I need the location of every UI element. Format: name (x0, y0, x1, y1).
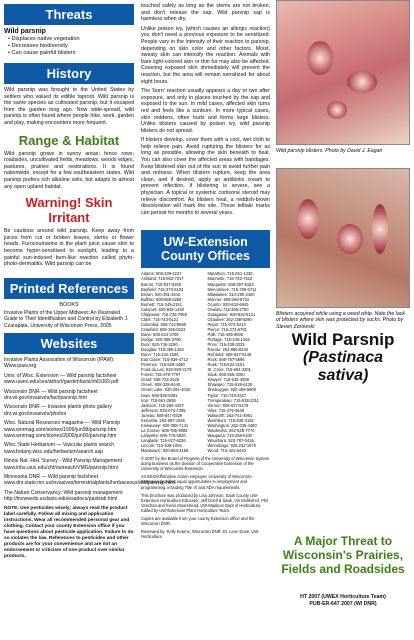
range-habitat-heading: Range & Habitat (18, 132, 120, 148)
body-paragraph: The 'burn' reaction usually appears a day or two after exposure, and only in places touched by the sap and exposed to the sun. In mild cases, affected skin turns red and feels like a sunburn. In more typical cases, skin reddens, often hurts and forms large blisters. Unlike blisters caused by poison ivy, wild parsnip blisters do not spread. (141, 88, 270, 134)
county-office: Sheboygan: 920-459-5900 (207, 387, 256, 393)
reviewed-text: Reviewed by: Kelly Kearns, Wisconsin DNR, Dr. Leon Dove, UW-Horticulture (141, 529, 260, 540)
county-office: Sauk: 608-355-3250 (207, 372, 245, 378)
web-reference[interactable]: Wisconsin DNR — Wild parsnip factsheet dnr.wi.gov/invasives/fact/parsnip.htm (4, 388, 98, 401)
county-office: Marinette: 715-732-7510 (207, 276, 253, 282)
county-office: Dane: 608-224-3700 (141, 331, 179, 337)
county-office: Shawano: 715-526-6136 (207, 382, 253, 388)
county-office: Burnett: 715-349-2151 (141, 301, 182, 307)
county-office: Lafayette: 608-776-4820 (141, 432, 186, 438)
body-paragraph: Unlike poison ivy, (which causes an allergic reaction) you don't need a previous exposure to be sensitized. People vary in the intensity of their reaction to parsnip, depending on skin color and other factors. Moist, sweaty skin can intensify the reaction. Animals with bare light-colored skin or thin fur may also be affected. Covering exposed skin immediately will prevent the reaction, but the area will remain sensitized for about eight hours. (141, 25, 270, 85)
county-office: Dodge: 920-386-3790 (141, 337, 181, 343)
county-office: Waupaca: 715-258-6230 (207, 432, 253, 438)
county-office: Juneau: 608-847-9329 (141, 412, 183, 418)
county-office: Columbia: 608-742-9680 (141, 321, 187, 327)
county-office: Polk: 715-485-8600 (207, 331, 244, 337)
county-office: Monroe: 608-269-8722 (207, 296, 250, 302)
county-office: Kewaunee: 920-388-7141 (141, 422, 189, 428)
middle-column (141, 0, 270, 539)
uw-extension-heading: UW-Extension County Offices (141, 230, 270, 268)
threat-bullet: • Decreases biodiversity (8, 43, 68, 49)
body-paragraph: If blisters develop, cover them with a cool, wet cloth to help relieve pain. Avoid rupturing the blisters for as long as possible, allowing the skin beneath to heal. You can also cover the affected areas with bandages. Keep blistered skin out of the sun to avoid further pain and redness. When blisters rupture, keep the area clean, and if desired, apply an antibiotic cream to prevent infection. If blistering is severe, see a physician. A topical or systemic cortisone steroid may relieve discomfort. As blisters heal, a reddish-brown discoloration will mark the site. These telltale marks can persist for months to several years. (141, 137, 270, 216)
web-reference[interactable]: Wisconsin DNR — Invasive plants photo gallery dnr.wi.gov/invasives/photos (4, 404, 112, 417)
county-office: Pepin: 715-672-5214 (207, 321, 246, 327)
county-office: Racine: 262-886-8440 (207, 347, 249, 353)
county-office: Brown: 920-391-4610 (141, 291, 181, 297)
blister-shape (327, 101, 347, 119)
web-reference[interactable]: Univ. of Wisc. Extension — Wild parsnip factsheet www.uwex.edu/ces/wihort/gardenfacts/xht1069.pdf (4, 372, 119, 386)
county-list-right (208, 271, 271, 453)
threat-bullet: • Can cause painful blisters (8, 50, 76, 56)
county-office: Eau Claire: 715-839-4712 (141, 357, 188, 363)
county-office: Clark: 715-743-5121 (141, 316, 179, 322)
county-office: Washburn: 715-635-3192 (207, 417, 254, 423)
book-reference: Invasive Plants of the Upper Midwest: An Illustrated Guide to Their Identification and Control by Elizabeth J. Czarapata, University of Wisconsin Press, 2005 (4, 309, 129, 329)
county-office: Ozaukee: 262-238-8290 (207, 316, 252, 322)
threats-heading: Threats (4, 4, 134, 25)
county-office: Green: 608-328-9440 (141, 382, 181, 388)
copyright-text: © 2007 by the Board of Regents of the University of Wisconsin System doing business as the division of Cooperative Extension of the University of Wisconsin-Extension. (141, 456, 270, 472)
cover-footer (276, 520, 410, 640)
weed-whip-blisters-photo (276, 168, 410, 308)
photo-caption: Blisters acquired while using a weed whip. Note the lack of blisters where skin was protected by socks. Photo by Steven Zorowski (276, 311, 405, 330)
county-office: Calumet: 920-849-1450 (141, 306, 185, 312)
publication-id: HT 2007 (UWEX Horticulture Team) (300, 594, 386, 600)
county-office: Buffalo: 608-685-6256 (141, 296, 182, 302)
county-office: Langlade: 715-627-6236 (141, 437, 186, 443)
warning-heading: Warning! Skin Irritant (25, 195, 113, 226)
eeo-text: An EEO/Affirmative Action employer, University of Wisconsin-Extension provides equal opportunities in employment and programming, including Title IX and ADA requirements. (141, 474, 253, 490)
county-office: Ashland: 715-682-7017 (141, 276, 184, 282)
warning-text: Be cautious around wild parsnip. Keep away from juices from cut or broken leaves, stems or flower heads. Furocoumarins in the plant juice cause skin to become hyper-sensitised to sunlight, leading to a painful sun-induced burn-like reaction called phyto-photo-dermatitis. Wild parsnip can be (4, 228, 134, 268)
county-offices-list (141, 271, 270, 453)
county-office: Washington: 262-335-4480 (207, 422, 257, 428)
county-office: Kenosha: 262-857-1945 (141, 417, 185, 423)
history-text: Wild parsnip was brought to the United States by settlers who valued its edible taproot. Wild parsnip is the same species as cultivated parsnip, but it escaped from the garden long ago. Now wide-spread, wild parsnip is often found where people hike, work, garden and play, making encounters more frequent. (4, 87, 134, 126)
web-reference[interactable]: Illinois Nat. Hist. Survey - Wild Parsnip Management www.inhs.uiuc.edu/chf/outreach/VMG/parsnip.html (4, 458, 123, 471)
county-office: Fond du Lac: 920-929-3170 (141, 367, 192, 373)
county-office: Vernon: 608-637-5276 (207, 402, 249, 408)
county-office: Crawford: 608-326-0223 (141, 326, 186, 332)
blister-shape (297, 199, 319, 239)
county-office: Winnebago: 920-232-1970 (207, 443, 256, 448)
county-office: Wood: 715-421-8440 (207, 448, 246, 454)
photo-caption: Wild parsnip blisters. Photo by David J. Eagan (276, 148, 383, 154)
county-office: Green Lake: 920-294-4032 (141, 387, 191, 393)
authors-text: This brochure was produced by Lisa Johnson, Sauk County UW-Extension Horticulture Educator, Jeff Doell & Sauk, Vin Mollenhof, Phil Vanchan and Kevin Moorehead, UW-Madison Dept of Horticulture. Edited by UW-Extension Plant Horticulture Team. (141, 492, 269, 513)
books-heading: BOOKS (59, 301, 79, 308)
pesticide-note: NOTE: Use pesticides wisely; always read the product label carefully. Follow all mixing and application instructions. Wear all recommended personal gear and clothing. Contact your county Extension office if you have questions about pesticide application. Failure to do so violates the law. References to pesticides and other products are for your convenience and are not an endorsement or criticism of one product over similar products. (4, 505, 134, 559)
publication-ids (276, 594, 410, 607)
county-office: Rock: 608-757-5696 (207, 357, 245, 363)
county-office: Dunn: 715-232-1636 (141, 352, 179, 358)
county-office: Marathon: 715-261-1230 (207, 271, 253, 277)
blister-shape (372, 204, 388, 254)
county-office: Grant: 608-723-2125 (141, 377, 180, 383)
county-office: Florence: 715-528-4480 (141, 362, 185, 368)
county-office: Manitowoc: 920-683-4168 (141, 448, 189, 454)
county-office: Waukesha: 262-548-7770 (207, 427, 255, 433)
web-reference[interactable]: Wisc. Natural Resources magazine — Wild Parsnip www.wnrmag.com/stories/1999/jun99/parsnip.htm www.wnrmag.com/stories/2000/jun00/parsnip.htm (4, 420, 121, 439)
blister-shape (347, 71, 377, 93)
county-office: Vilas: 715-479-3648 (207, 407, 245, 413)
county-office: Jackson: 715-284-4257 (141, 402, 184, 408)
web-reference[interactable]: Wisc. State Herbarium — Vascular plants search www.botany.wisc.edu/herbarium/search.asp (4, 442, 115, 455)
county-office: Jefferson: 920-674-7295 (141, 407, 186, 413)
web-reference[interactable]: The Nature Conservancy: Wild parsnip management http://tncweeds.ucdavis.edu/esadocs/pastsati.html (4, 489, 123, 503)
page-title (276, 330, 410, 385)
printed-references-heading: Printed References (4, 278, 134, 299)
threat-bullet: • Displaces native vegetation (8, 36, 80, 42)
body-paragraph: touched safely as long as the stems are not broken, and don't release the sap. Wild parsnip sap is harmless when dry. (141, 3, 270, 23)
county-office: Marquette: 608-297-9153 (207, 281, 254, 287)
blisters-photo (276, 0, 410, 145)
county-office: Outagamie: 920-832-5121 (207, 311, 256, 317)
web-reference[interactable]: Minnesota DNR — Wild parsnip factsheet www.dnr.state.mn.us/invasives/terrestrialplants/herbaceous/wildparsnip.html (4, 474, 176, 487)
county-office: St. Croix: 715-684-3301 (207, 367, 251, 373)
county-office: Iowa: 608-935-0391 (141, 392, 178, 398)
title-common-name: Wild Parsnip (291, 330, 395, 349)
web-reference[interactable]: Invasive Plants Association of Wisconsin (IPAW): Www.ipaw.org (4, 356, 115, 370)
county-office: Douglas: 715-395-1363 (141, 347, 184, 353)
county-office: Bayfield: 715-373-6104 (141, 286, 184, 292)
county-list-left (141, 271, 204, 453)
county-office: Milwaukee: 414-290-2400 (207, 291, 255, 297)
county-office: Trempealeau: 715-538-2311 (207, 397, 259, 403)
wild-parsnip-subheading: Wild parsnip (4, 28, 46, 35)
county-office: Oneida: 715-365-2750 (207, 306, 249, 312)
copies-text: Copies are available from your county Extension office and the Wisconsin DNR. (141, 516, 255, 527)
county-office: Adams: 608-339-4237 (141, 271, 182, 277)
county-office: Oconto: 920-834-6845 (207, 301, 249, 307)
county-office: Door: 920-746-2260 (141, 342, 178, 348)
county-office: Iron: 715-561-2695 (141, 397, 176, 403)
county-office: Taylor: 715-748-3327 (207, 392, 247, 398)
county-office: Lincoln: 715-539-1094 (141, 443, 182, 448)
county-office: Waushara: 920-787-0416 (207, 437, 254, 443)
range-text: Wild parsnip grows in sunny areas: fence rows, roadsides, uncultivated fields, meadows, woods edges, pastures, prairies and restorations. It is found nationwide, except for a few southeastern states. Wild parsnip prefers rich alkaline soils, but adapts to almost any open upland habitat. (4, 150, 134, 190)
county-office: Pierce: 715-273-6781 (207, 326, 247, 332)
blister-shape (337, 224, 363, 254)
county-office: Barron: 715-537-6250 (141, 281, 182, 287)
history-heading: History (4, 63, 134, 84)
major-threat-tagline: A Major Threat to Wisconsin's Prairies, Fields and Roadsides (281, 534, 405, 576)
blister-shape (307, 41, 333, 75)
county-office: Walworth: 262-741-4951 (207, 412, 253, 418)
county-office: Chippewa: 715-726-7950 (141, 311, 187, 317)
county-office: Menominee: 715-799-5711 (207, 286, 257, 292)
county-office: Portage: 715-346-1316 (207, 337, 250, 343)
publication-id: PUB-ER-647 2007 (WI DNR) (309, 600, 377, 607)
county-office: La Crosse: 608-785-9593 (141, 427, 188, 433)
county-office: Rusk: 715-532-2151 (207, 362, 245, 368)
title-scientific-name: (Pastinaca sativa) (302, 349, 384, 384)
county-office: Sawyer: 715-634-4839 (207, 377, 249, 383)
websites-heading: Websites (4, 333, 134, 354)
county-office: Richland: 608-647-6148 (207, 352, 252, 358)
county-office: Forest: 715-478-7797 (141, 372, 181, 378)
county-office: Price: 715-339-3325 (207, 342, 245, 348)
